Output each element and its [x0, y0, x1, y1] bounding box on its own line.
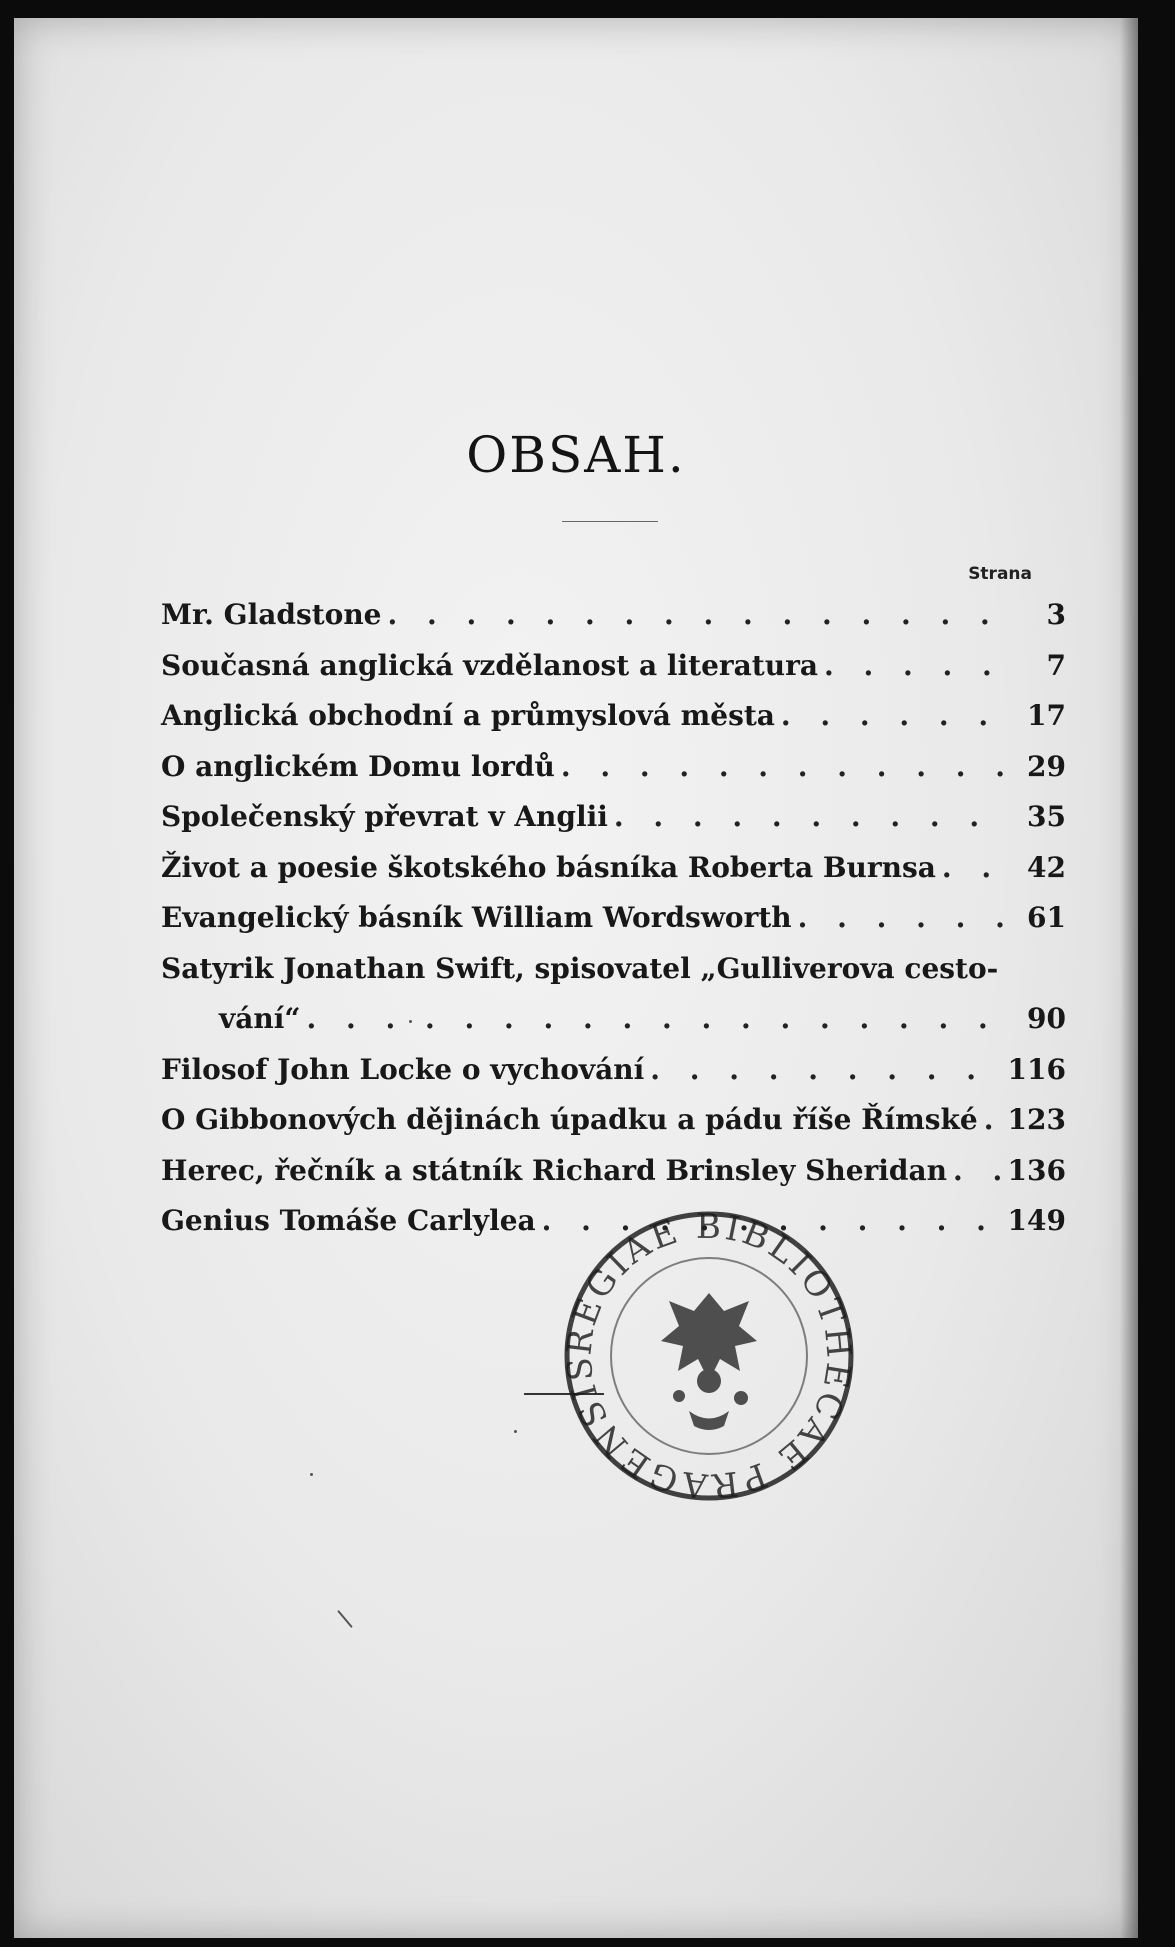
- leader-dots: [798, 893, 1008, 944]
- toc-entry-page: 149: [1007, 1204, 1066, 1237]
- toc-entry: [161, 641, 1066, 692]
- toc-entry: [161, 792, 1066, 843]
- stamp-emblem-icon: [661, 1293, 757, 1430]
- leader-dots: [824, 641, 1008, 692]
- toc-entry: [161, 1095, 1066, 1146]
- toc-entry-page: 7: [1046, 648, 1066, 682]
- toc-entry-title: Evangelický básník William Wordsworth: [161, 901, 792, 934]
- leader-dots: [953, 1146, 1000, 1197]
- library-stamp: [559, 1206, 859, 1506]
- title-divider: [562, 521, 658, 522]
- toc-entry-title: Satyrik Jonathan Swift, spisovatel „Gulliverova cesto-: [161, 951, 999, 985]
- leader-dots: [614, 792, 1008, 843]
- leader-dots: [307, 994, 1008, 1045]
- toc-entry-page: 17: [1027, 699, 1066, 732]
- toc-entry-title: O anglickém Domu lordů: [161, 749, 555, 783]
- toc-entry-title: Herec, řečník a státník Richard Brinsley Sheridan: [161, 1153, 947, 1187]
- leader-dots: [942, 843, 1008, 894]
- toc-entry-page: 35: [1027, 800, 1066, 833]
- stamp-text: REGIAE BIBLIOTHECAE PRAGENSIS: [559, 1206, 859, 1506]
- toc-entry-title: Genius Tomáše Carlylea: [161, 1204, 536, 1237]
- toc-entry-title: O Gibbonových dějinách úpadku a pádu říše Římské: [161, 1103, 978, 1136]
- toc-entry-title: Společenský převrat v Anglii: [161, 800, 608, 833]
- toc-entry-page: 29: [1027, 749, 1066, 783]
- leader-dots: [388, 590, 1009, 641]
- toc-entry-page: 123: [1007, 1103, 1066, 1136]
- toc-entry: [161, 843, 1066, 894]
- toc-entry-title-continued: vání“: [219, 1002, 301, 1035]
- toc-entry: [161, 944, 1066, 1045]
- toc-entry: [161, 1045, 1066, 1096]
- toc-entry-page: 42: [1027, 850, 1066, 884]
- toc-entry: [161, 742, 1066, 793]
- paper-speck: [337, 1610, 353, 1628]
- leader-dots: [984, 1095, 1000, 1146]
- toc-entry-title: Život a poesie škotského básníka Roberta Burnsa: [161, 850, 936, 884]
- toc-entry-title: Současná anglická vzdělanost a literatura: [161, 648, 818, 682]
- toc-entry: [161, 893, 1066, 944]
- toc-entry-page: 116: [1007, 1052, 1066, 1086]
- toc-entry: [161, 590, 1066, 641]
- leader-dots: [781, 691, 1008, 742]
- toc-entry: [161, 691, 1066, 742]
- paper-speck: [310, 1473, 313, 1476]
- toc-entry: [161, 1146, 1066, 1197]
- toc-entry-page: 136: [1007, 1153, 1066, 1187]
- page-title: OBSAH.: [466, 426, 686, 484]
- paper-speck: [514, 1430, 517, 1433]
- paper-speck: [409, 1020, 412, 1023]
- toc-entry-page: 61: [1027, 901, 1066, 934]
- toc-entry-continuation: [161, 994, 1066, 1045]
- toc-entry-title: Mr. Gladstone: [161, 598, 382, 631]
- toc-entry-page: 3: [1046, 598, 1066, 631]
- page-column-header: Strana: [968, 564, 1032, 584]
- toc-entry-page: 90: [1027, 1002, 1066, 1035]
- leader-dots: [650, 1045, 999, 1096]
- table-of-contents: [161, 590, 1066, 1247]
- toc-entry-title: Anglická obchodní a průmyslová města: [161, 699, 775, 732]
- leader-dots: [561, 742, 1008, 793]
- book-page: [14, 18, 1138, 1938]
- toc-entry-title: Filosof John Locke o vychování: [161, 1052, 645, 1086]
